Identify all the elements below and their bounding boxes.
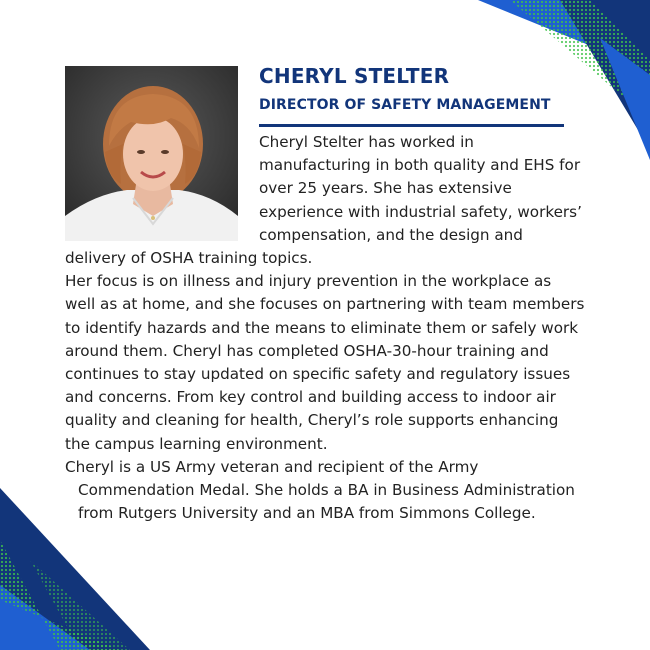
bio-paragraph-2: Her focus is on illness and injury prevention in the workplace as well as at home, and she focuses on partnering with team members to identify hazards and the means to eliminate them or safely work around them. Cheryl has completed OSHA-30-hour training and continues to stay updated on specific safety and regulatory issues and concerns. From key control and building access to indoor air quality and cleaning for health, Cheryl’s role supports enhancing the campus learning environment. [65, 272, 585, 453]
person-name: CHERYL STELTER [259, 64, 450, 88]
person-title: DIRECTOR OF SAFETY MANAGEMENT [259, 97, 551, 113]
title-divider [259, 124, 564, 127]
bio-paragraph-3: Cheryl is a US Army veteran and recipient of the Army Commendation Medal. She holds a BA in Business Administration from Rutgers University and an MBA from Simmons College. [65, 457, 575, 523]
bio-text [65, 131, 585, 525]
photo-wrap-spacer [65, 131, 259, 247]
bio-paragraph-1: Cheryl Stelter has worked in manufacturing in both quality and EHS for over 25 years. She has extensive experience with industrial safety, workers’ compensation, and the design and delivery of OSHA training topics. [65, 133, 582, 268]
